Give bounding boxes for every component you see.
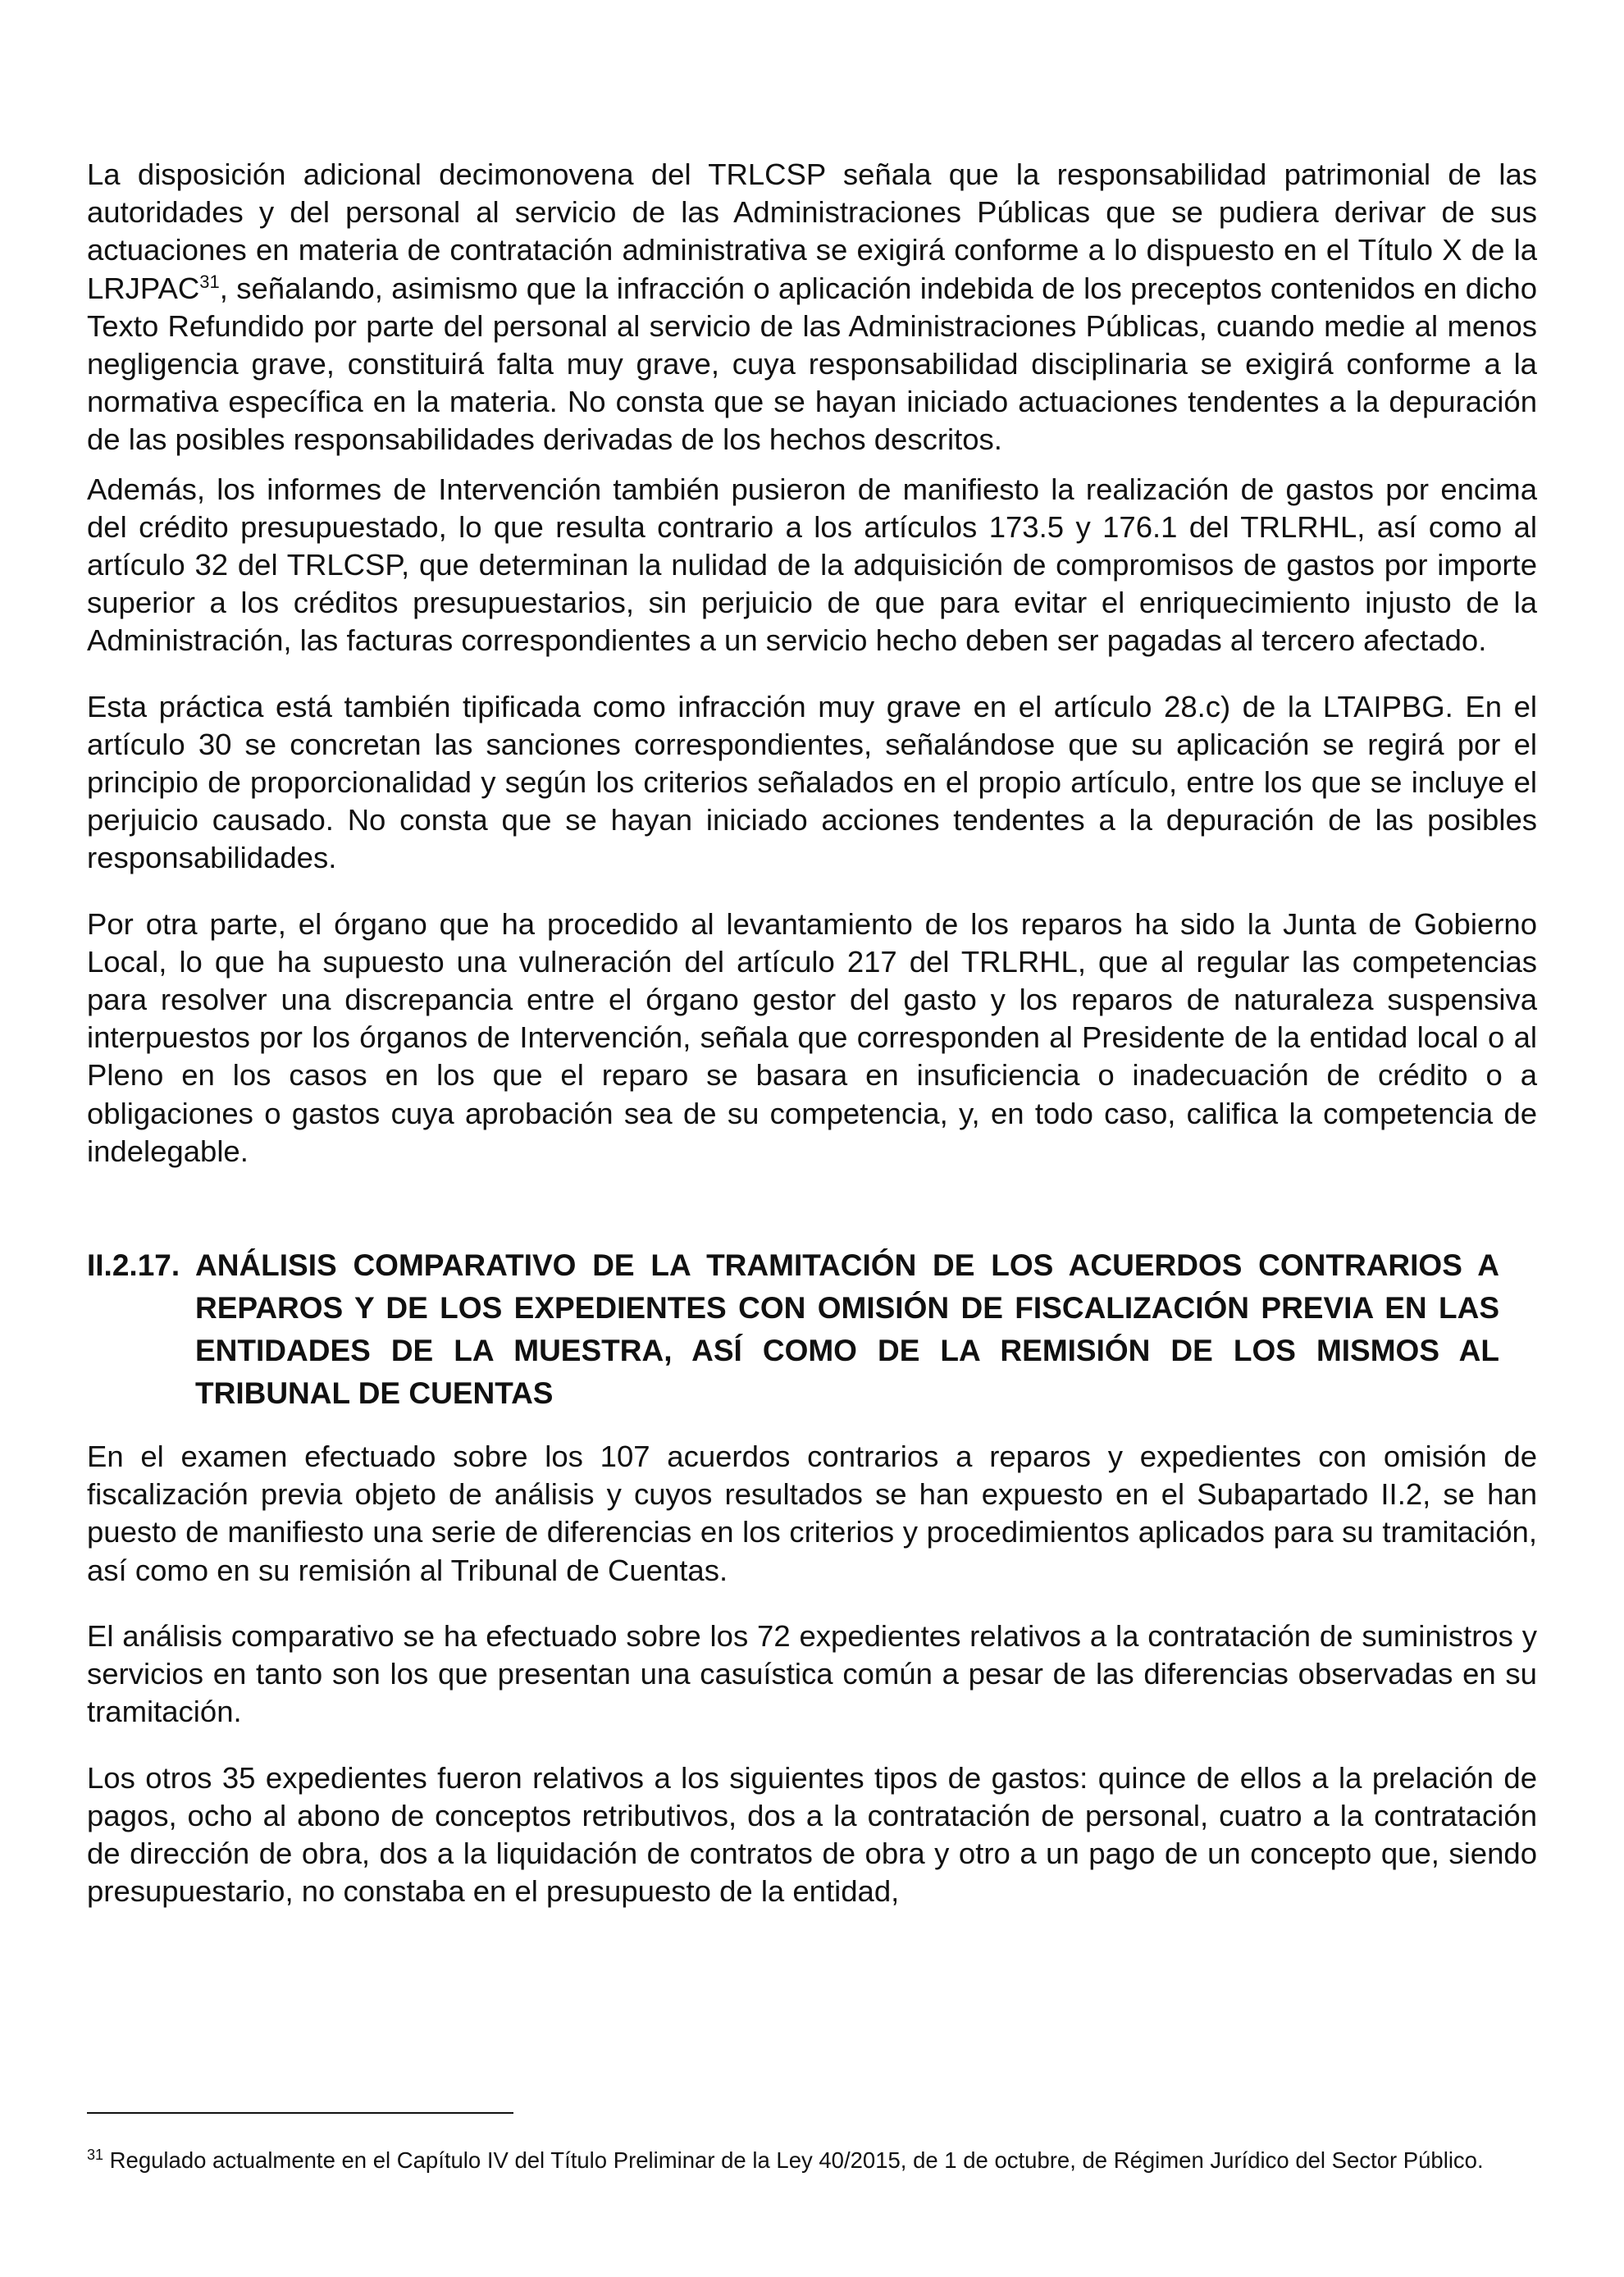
paragraph-analisis-72: El análisis comparativo se ha efectuado sobre los 72 expedientes relativos a la contratación de suministros y servicios en tanto son los que presentan una casuística común a pesar de las diferencias observadas en su tramitación. [87,1618,1537,1729]
footnote-separator [87,2112,513,2114]
paragraph-infraccion-ltaipbg: Esta práctica está también tipificada como infracción muy grave en el artículo 28.c) de la LTAIPBG. En el artículo 30 se concretan las sanciones correspondientes, señalándose que su aplicación se regirá por el principio de proporcionalidad y según los criterios señalados en el propio artículo, entre los que se incluye el perjuicio causado. No consta que se hayan iniciado acciones tendentes a la depuración de las posibles responsabilidades. [87,689,1537,875]
paragraph-examen-107: En el examen efectuado sobre los 107 acuerdos contrarios a reparos y expedientes con omisión de fiscalización previa objeto de análisis y cuyos resultados se han expuesto en el Subapartado II.2, se han puesto de manifiesto una serie de diferencias en los criterios y procedimientos aplicados para su tramitación, así como en su remisión al Tribunal de Cuentas. [87,1440,1537,1587]
section-heading [87,1244,1537,1415]
footnote [87,2146,1537,2175]
footnote-text: Regulado actualmente en el Capítulo IV del Título Preliminar de la Ley 40/2015, de 1 de octubre, de Régimen Jurídico del Sector Público. [103,2147,1484,2173]
footnote-marker: 31 [87,2146,104,2163]
section-number: II.2.17. [87,1248,180,1283]
paragraph-otros-35: Los otros 35 expedientes fueron relativos a los siguientes tipos de gastos: quince de ellos a la prelación de pagos, ocho al abono de conceptos retributivos, dos a la contratación de personal, cuatro a la contratación de dirección de obra, dos a la liquidación de contratos de obra y otro a un pago de un concepto que, siendo presupuestario, no constaba en el presupuesto de la entidad, [87,1760,1537,1909]
paragraph-gastos-credito: Además, los informes de Intervención también pusieron de manifiesto la realización de gastos por encima del crédito presupuestado, lo que resulta contrario a los artículos 173.5 y 176.1 del TRLRHL, así como al artículo 32 del TRLCSP, que determinan la nulidad de la adquisición de compromisos de gastos por importe superior a los créditos presupuestarios, sin perjuicio de que para evitar el enriquecimiento injusto de la Administración, las facturas correspondientes a un servicio hecho deben ser pagadas al tercero afectado. [87,472,1537,658]
paragraph-text: La disposición adicional decimonovena del TRLCSP señala que la responsabilidad patrimonial de las autoridades y del personal al servicio de las Administraciones Públicas que se pudiera derivar de sus actuaciones en materia de contratación administrativa se exigirá conforme a lo dispuesto en el Título X de la LRJPAC [87,157,1537,305]
document-body [87,156,1537,1910]
paragraph-organo-levantamiento: Por otra parte, el órgano que ha procedido al levantamiento de los reparos ha sido la Junta de Gobierno Local, lo que ha supuesto una vulneración del artículo 217 del TRLRHL, que al regular las competencias para resolver una discrepancia entre el órgano gestor del gasto y los reparos de naturaleza suspensiva interpuestos por los órganos de Intervención, señala que corresponden al Presidente de la entidad local o al Pleno en los casos en los que el reparo se basara en insuficiencia o inadecuación de crédito o a obligaciones o gastos cuya aprobación sea de su competencia, y, en todo caso, califica la competencia de indelegable. [87,906,1537,1168]
footnote-reference[interactable]: 31 [199,271,220,292]
paragraph-text: , señalando, asimismo que la infracción o aplicación indebida de los preceptos contenidos en dicho Texto Refundido por parte del personal al servicio de las Administraciones Públicas, cuando medie al menos negligencia grave, constituirá falta muy grave, cuya responsabilidad disciplinaria se exigirá conforme a la normativa específica en la materia. No consta que se hayan iniciado actuaciones tendentes a la depuración de las posibles responsabilidades derivadas de los hechos descritos. [87,271,1537,457]
paragraph-responsabilidad [87,156,1537,459]
section-title: ANÁLISIS COMPARATIVO DE LA TRAMITACIÓN DE LOS ACUERDOS CONTRARIOS A REPAROS Y DE LOS EXPEDIENTES CON OMISIÓN DE FISCALIZACIÓN PREVIA EN LAS ENTIDADES DE LA MUESTRA, ASÍ COMO DE LA REMISIÓN DE LOS MISMOS AL TRIBUNAL DE CUENTAS [195,1248,1499,1411]
